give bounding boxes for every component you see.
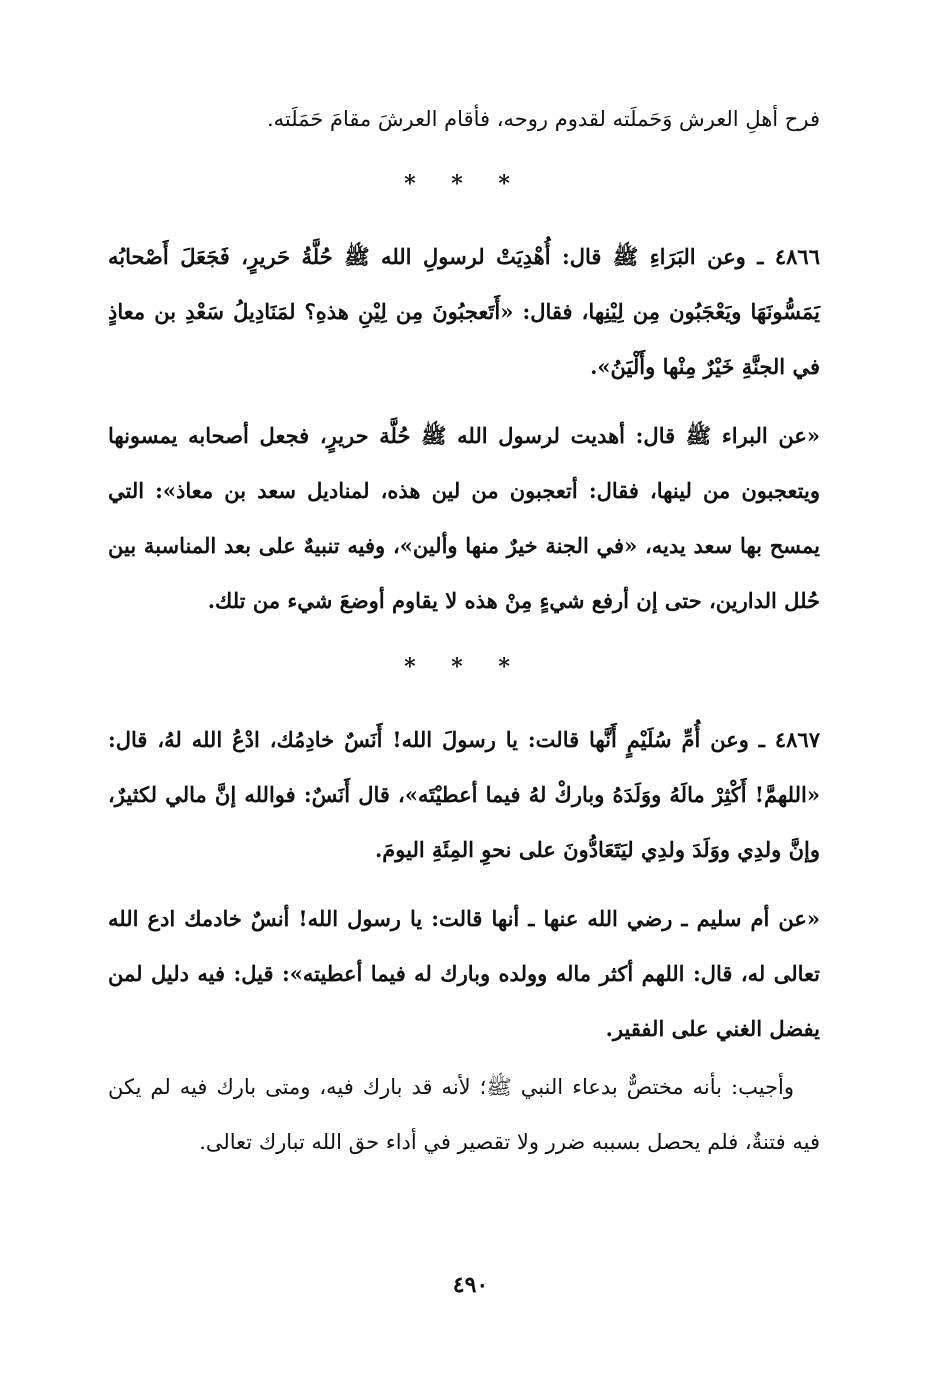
hadith-4867-text: ٤٨٦٧ ـ وعن أُمِّ سُلَيْمٍ أَنَّها قالت: يا رسولَ الله! أَنَسٌ خادِمُك، ادْعُ الله لهُ، قال: «اللهمَّ! أَكْثِرْ مالَهُ ووَلَدَهُ وباركْ لهُ فيما أعطيْتَه»، قال أَنَسٌ: فوالله إنَّ مالي لكثيرٌ، وإنَّ ولدِي ووَلَدَ ولدِي ليَتَعَادُّونَ على نحوِ المِئَةِ اليومَ. — [108, 727, 820, 862]
commentary-4866: «عن البراء ﷺ قال: أهديت لرسول الله ﷺ حُلَّة حريرٍ، فجعل أصحابه يمسونها ويتعجبون من لينها، فقال: أتعجبون من لين هذه، لمناديل سعد بن معاذ»: التي يمسح بها سعد يديه، «في الجنة خيرٌ منها وألين»، وفيه تنبيهٌ على بعد المناسبة بين حُلل الدارين، حتى إن أرفع شيءٍ مِنْ هذه لا يقاوم أوضعَ شيء من تلك. — [108, 423, 820, 613]
page-number: ٤٩٠ — [452, 1272, 489, 1298]
paragraph-answer: وأجيب: بأنه مختصٌّ بدعاء النبي ﷺ؛ لأنه قد بارك فيه، ومتى بارك فيه لم يكن فيه فتنةٌ، فلم يحصل بسببه ضرر ولا تقصير في أداء حق الله تبارك تعالى. — [108, 1075, 820, 1154]
page-body — [108, 92, 820, 1170]
section-separator: * * * — [404, 654, 524, 680]
paragraph-continuation: فرح أهلِ العرش وَحَملَته لقدوم روحه، فأقام العرشَ مقامَ حَمَلَته. — [266, 107, 820, 131]
commentary-4867: «عن أم سليم ـ رضي الله عنها ـ أنها قالت: يا رسول الله! أنسٌ خادمك ادع الله تعالى له، قال: اللهم أكثر ماله وولده وبارك له فيما أعطيته»: قيل: فيه دليل لمن يفضل الغني على الفقير. — [108, 906, 820, 1041]
hadith-4866-text: ٤٨٦٦ ـ وعن البَرَاءِ ﷺ قال: أُهْدِيَتْ لرسولِ الله ﷺ حُلَّةُ حَريرٍ، فَجَعَلَ أَصْحابُه يَمَسُّونَهَا ويَعْجَبُون مِن لِيْنِها، فقال: «أَتَعجبُونَ مِن لِيْنِ هذهِ؟ لمَنَادِيلُ سَعْدِ بن معاذٍ في الجنَّةِ خَيْرٌ مِنْها وأَلْيَنُ». — [108, 244, 820, 379]
section-separator: * * * — [404, 171, 524, 197]
